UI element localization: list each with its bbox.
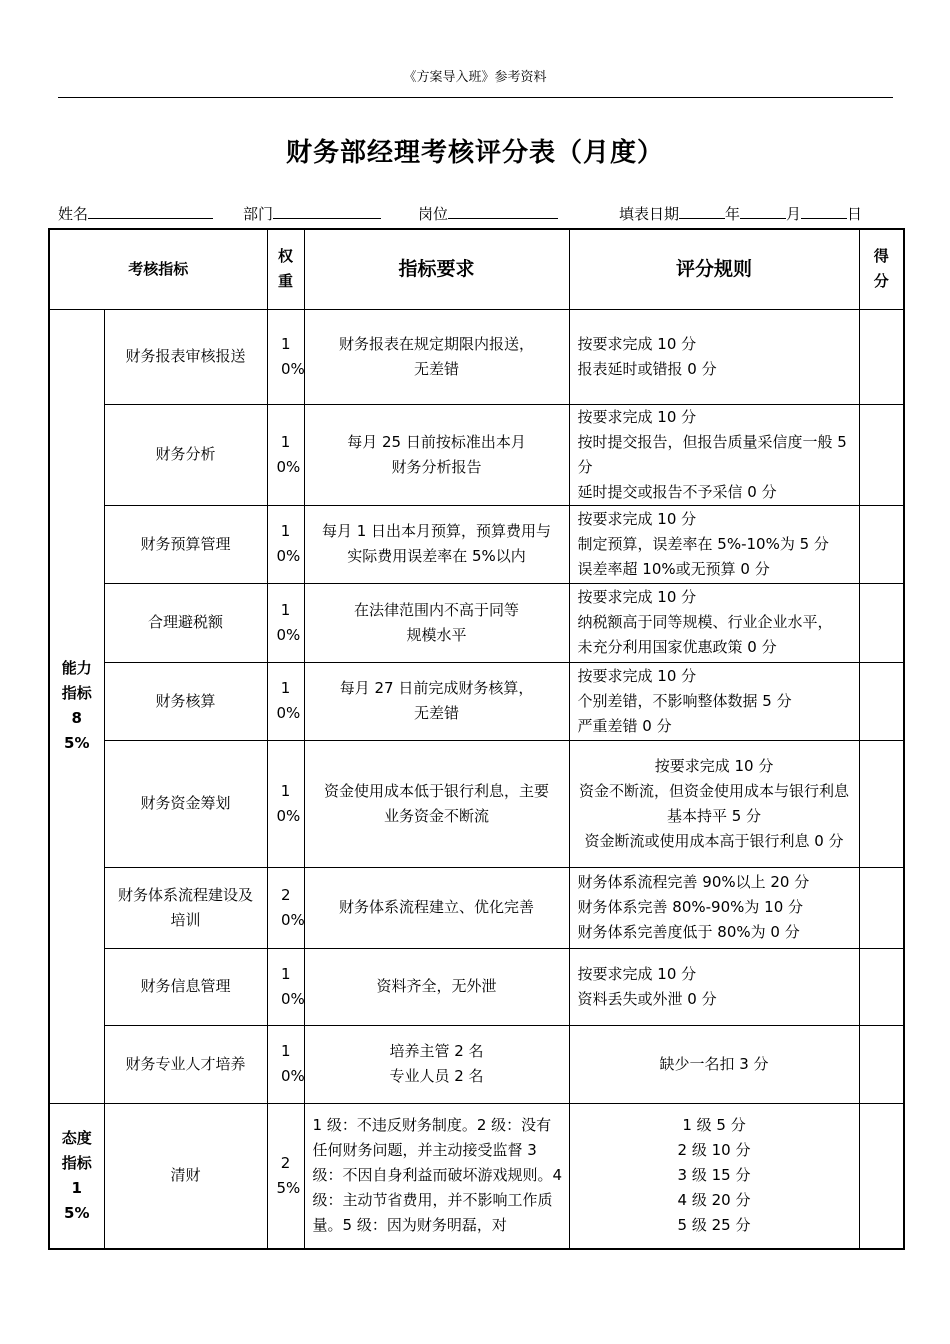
weight-text: 25% xyxy=(276,1153,301,1197)
requirement-line: 每月 27 日前完成财务核算， xyxy=(339,679,534,697)
header-indicator: 考核指标 xyxy=(49,229,267,309)
category-attitude xyxy=(49,1103,104,1249)
rule-line: 未充分利用国家优惠政策 0 分 xyxy=(577,638,777,656)
weight-text: 10% xyxy=(276,781,301,825)
requirement-cell xyxy=(304,867,569,948)
header-score xyxy=(859,229,904,309)
indicator-name: 合理避税额 xyxy=(104,583,267,662)
score-input[interactable] xyxy=(859,662,904,740)
table-row xyxy=(49,404,904,505)
table-row xyxy=(49,662,904,740)
date-field[interactable] xyxy=(619,203,862,224)
requirement-cell xyxy=(304,583,569,662)
rule-cell xyxy=(569,662,859,740)
requirement-cell xyxy=(304,662,569,740)
dept-label: 部门 xyxy=(243,205,274,223)
requirement-line: 无差错 xyxy=(414,359,460,378)
score-input[interactable] xyxy=(859,948,904,1025)
weight-text: 10% xyxy=(276,600,301,644)
header-weight-text: 权重 xyxy=(278,247,294,291)
weight-value xyxy=(267,505,304,583)
weight-value xyxy=(267,1025,304,1103)
dept-field[interactable] xyxy=(243,203,381,224)
requirement-line: 财务报表在规定期限内报送， xyxy=(339,334,535,353)
post-label: 岗位 xyxy=(418,205,449,223)
header-divider xyxy=(58,97,893,98)
month-blank[interactable] xyxy=(740,203,786,219)
rule-line: 延时提交或报告不予采信 0 分 xyxy=(577,482,777,501)
name-blank[interactable] xyxy=(88,203,213,219)
header-note: 《方案导入班》参考资料 xyxy=(403,70,547,85)
indicator-name: 财务体系流程建设及培训 xyxy=(104,867,267,948)
requirement-line: 实际费用误差率在 5%以内 xyxy=(347,547,526,565)
requirement-line: 财务分析报告 xyxy=(391,457,482,476)
rule-line: 报表延时或错报 0 分 xyxy=(577,359,717,378)
table-row xyxy=(49,1103,904,1249)
score-input[interactable] xyxy=(859,867,904,948)
rule-cell xyxy=(569,309,859,404)
requirement-line: 财务体系流程建立、优化完善 xyxy=(339,898,535,916)
rule-line: 个别差错，不影响整体数据 5 分 xyxy=(577,691,792,710)
rule-line: 资金不断流，但资金使用成本与银行利息基本持平 5 分 xyxy=(579,781,850,825)
year-label: 年 xyxy=(725,205,741,223)
header-rule: 评分规则 xyxy=(569,229,859,309)
requirement-line: 规模水平 xyxy=(406,625,467,644)
indicator-name: 财务核算 xyxy=(104,662,267,740)
table-row xyxy=(49,309,904,404)
indicator-name: 财务信息管理 xyxy=(104,948,267,1025)
rule-line: 1 级 5 分 xyxy=(682,1116,746,1135)
rule-line: 财务体系完善度低于 80%为 0 分 xyxy=(577,923,800,941)
rule-line: 严重差错 0 分 xyxy=(577,716,672,735)
score-input[interactable] xyxy=(859,1025,904,1103)
table-header-row xyxy=(49,229,904,309)
rule-line: 纳税额高于同等规模、行业企业水平， xyxy=(577,613,833,631)
requirement-line: 资料齐全，无外泄 xyxy=(376,977,497,995)
weight-value xyxy=(267,867,304,948)
score-input[interactable] xyxy=(859,404,904,505)
rule-line: 按要求完成 10 分 xyxy=(577,407,697,426)
rule-cell xyxy=(569,1025,859,1103)
rule-line: 误差率超 10%或无预算 0 分 xyxy=(577,559,770,578)
weight-text: 20% xyxy=(281,885,305,929)
indicator-name: 财务分析 xyxy=(104,404,267,505)
score-input[interactable] xyxy=(859,740,904,867)
weight-text: 10% xyxy=(276,679,301,722)
indicator-name: 财务报表审核报送 xyxy=(104,309,267,404)
requirement-cell xyxy=(304,404,569,505)
post-field[interactable] xyxy=(418,203,558,224)
weight-value xyxy=(267,1103,304,1249)
weight-text: 10% xyxy=(281,1042,305,1085)
rule-line: 缺少一名扣 3 分 xyxy=(659,1054,769,1073)
requirement-cell xyxy=(304,1025,569,1103)
rule-line: 资金断流或使用成本高于银行利息 0 分 xyxy=(584,831,844,850)
weight-value xyxy=(267,404,304,505)
rule-line: 按要求完成 10 分 xyxy=(577,509,697,528)
day-blank[interactable] xyxy=(801,203,847,219)
rule-line: 资料丢失或外泄 0 分 xyxy=(577,989,717,1008)
requirement-cell xyxy=(304,309,569,404)
indicator-name: 财务专业人才培养 xyxy=(104,1025,267,1103)
year-blank[interactable] xyxy=(679,203,725,219)
table-body xyxy=(49,309,904,1249)
requirement-line: 1 级：不违反财务制度。2 级：没有任何财务问题，并主动接受监督 3 级：不因自身利益而破坏游戏规则。4 级：主动节省费用，并不影响工作质量。5 级：因为财务明磊，对 xyxy=(312,1116,563,1235)
rule-line: 财务体系完善 80%-90%为 10 分 xyxy=(577,898,803,916)
requirement-cell xyxy=(304,505,569,583)
info-row xyxy=(58,203,888,225)
rule-line: 制定预算，误差率在 5%-10%为 5 分 xyxy=(577,534,829,553)
name-label: 姓名 xyxy=(58,205,89,223)
rule-cell xyxy=(569,948,859,1025)
rule-line: 3 级 15 分 xyxy=(677,1166,751,1185)
requirement-line: 培养主管 2 名 xyxy=(389,1042,484,1060)
rule-line: 按要求完成 10 分 xyxy=(577,964,697,983)
rule-cell xyxy=(569,1103,859,1249)
rule-cell xyxy=(569,740,859,867)
requirement-line: 专业人员 2 名 xyxy=(389,1067,484,1085)
table-row xyxy=(49,1025,904,1103)
score-input[interactable] xyxy=(859,583,904,662)
rule-line: 5 级 25 分 xyxy=(677,1216,751,1235)
score-input[interactable] xyxy=(859,1103,904,1249)
rule-cell xyxy=(569,505,859,583)
table-row xyxy=(49,583,904,662)
table-row xyxy=(49,948,904,1025)
category-label: 态度指标15% xyxy=(61,1128,92,1222)
rule-line: 按要求完成 10 分 xyxy=(577,334,697,353)
rule-line: 2 级 10 分 xyxy=(677,1141,751,1160)
weight-value xyxy=(267,309,304,404)
weight-text: 10% xyxy=(281,964,305,1008)
requirement-line: 无差错 xyxy=(414,704,460,722)
rule-line: 按要求完成 10 分 xyxy=(577,666,697,685)
table-row xyxy=(49,505,904,583)
date-label: 填表日期 xyxy=(619,205,680,223)
score-input[interactable] xyxy=(859,505,904,583)
requirement-line: 每月 25 日前按标准出本月 xyxy=(347,432,526,451)
header-requirement: 指标要求 xyxy=(304,229,569,309)
rule-cell xyxy=(569,583,859,662)
weight-value xyxy=(267,948,304,1025)
rule-cell xyxy=(569,867,859,948)
rule-line: 4 级 20 分 xyxy=(677,1191,751,1210)
day-label: 日 xyxy=(847,205,863,223)
table-row xyxy=(49,867,904,948)
requirement-cell xyxy=(304,740,569,867)
page-title: 财务部经理考核评分表（月度） xyxy=(285,138,664,168)
rule-line: 按要求完成 10 分 xyxy=(577,588,697,606)
header-weight xyxy=(267,229,304,309)
requirement-line: 每月 1 日出本月预算，预算费用与 xyxy=(321,522,552,540)
header-score-text: 得分 xyxy=(873,247,889,291)
category-ability xyxy=(49,309,104,1103)
requirement-line: 业务资金不断流 xyxy=(384,806,490,825)
name-field[interactable] xyxy=(58,203,213,224)
requirement-cell xyxy=(304,948,569,1025)
requirement-cell xyxy=(304,1103,569,1249)
weight-value xyxy=(267,740,304,867)
rule-cell xyxy=(569,404,859,505)
table-row xyxy=(49,740,904,867)
weight-text: 10% xyxy=(276,522,301,565)
dept-blank[interactable] xyxy=(273,203,381,219)
weight-value xyxy=(267,662,304,740)
month-label: 月 xyxy=(786,205,802,223)
score-input[interactable] xyxy=(859,309,904,404)
assessment-table xyxy=(48,228,905,1250)
indicator-name: 财务预算管理 xyxy=(104,505,267,583)
weight-text: 10% xyxy=(276,432,301,476)
rule-line: 按时提交报告，但报告质量采信度一般 5 分 xyxy=(577,432,847,476)
weight-value xyxy=(267,583,304,662)
rule-line: 按要求完成 10 分 xyxy=(654,756,774,775)
category-label: 能力指标85% xyxy=(61,659,92,752)
post-blank[interactable] xyxy=(448,203,558,219)
requirement-line: 在法律范围内不高于同等 xyxy=(354,600,520,619)
requirement-line: 资金使用成本低于银行利息，主要 xyxy=(324,781,550,800)
indicator-name: 清财 xyxy=(104,1103,267,1249)
rule-line: 财务体系流程完善 90%以上 20 分 xyxy=(577,873,810,891)
indicator-name: 财务资金筹划 xyxy=(104,740,267,867)
weight-text: 10% xyxy=(281,334,305,378)
